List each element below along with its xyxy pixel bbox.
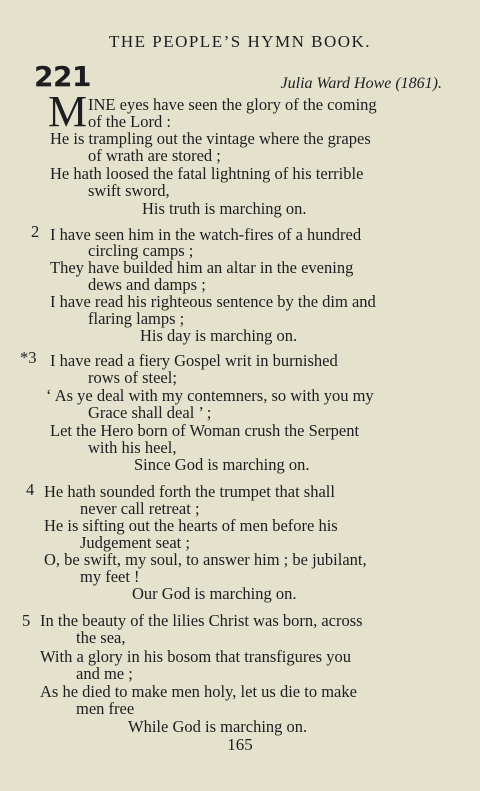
verse-line: and me ; bbox=[76, 664, 133, 683]
verse-line: my feet ! bbox=[80, 567, 140, 586]
verse-line: As he died to make men holy, let us die to make bbox=[40, 682, 357, 701]
verse-line: flaring lamps ; bbox=[88, 309, 185, 328]
verse-line: I have seen him in the watch-fires of a hundred bbox=[50, 225, 362, 244]
verse-refrain: While God is marching on. bbox=[128, 717, 308, 736]
verse-line: He hath loosed the fatal lightning of his terrible bbox=[50, 164, 364, 183]
verse-line: With a glory in his bosom that transfigures you bbox=[40, 647, 351, 666]
hymn-author: Julia Ward Howe (1861). bbox=[280, 75, 442, 92]
verse-number: *3 bbox=[20, 348, 37, 367]
verse-number: 5 bbox=[22, 611, 31, 630]
verse-line: the sea, bbox=[76, 628, 126, 647]
verse-line: INE eyes have seen the glory of the coming bbox=[88, 95, 377, 114]
verse-line: He hath sounded forth the trumpet that shall bbox=[44, 482, 335, 501]
verse-number: 2 bbox=[31, 222, 40, 241]
hymn-number: 221 bbox=[34, 60, 91, 93]
verse-refrain: His truth is marching on. bbox=[142, 199, 307, 218]
verse-line: Let the Hero born of Woman crush the Serpent bbox=[50, 421, 360, 440]
verse-refrain: His day is marching on. bbox=[140, 326, 298, 345]
verse-line: I have read his righteous sentence by the dim and bbox=[50, 292, 376, 311]
verse-number: 4 bbox=[26, 480, 35, 499]
verse-line: dews and damps ; bbox=[88, 275, 206, 294]
verse-line: never call retreat ; bbox=[80, 499, 200, 518]
verse-line: of wrath are stored ; bbox=[88, 146, 221, 165]
book-title: THE PEOPLE’S HYMN BOOK. bbox=[108, 32, 372, 51]
verse-refrain: Since God is marching on. bbox=[134, 455, 310, 474]
verse-line: swift sword, bbox=[88, 181, 170, 200]
verse-line: In the beauty of the lilies Christ was born, across bbox=[40, 611, 363, 630]
verse-line: men free bbox=[76, 699, 135, 718]
verse-line: Judgement seat ; bbox=[80, 533, 190, 552]
verse-line: of the Lord : bbox=[88, 112, 171, 131]
verse-refrain: Our God is marching on. bbox=[132, 584, 297, 603]
verse-line: Grace shall deal ’ ; bbox=[88, 403, 212, 422]
verse-line: They have builded him an altar in the evening bbox=[50, 258, 354, 277]
drop-cap: M bbox=[48, 87, 88, 136]
verse-line: rows of steel; bbox=[88, 368, 177, 387]
verse-line: with his heel, bbox=[88, 438, 177, 457]
verse-line: I have read a fiery Gospel writ in burnished bbox=[50, 351, 338, 370]
verse-line: He is trampling out the vintage where the grapes bbox=[50, 129, 371, 148]
verse-line: circling camps ; bbox=[88, 241, 194, 260]
verse-line: O, be swift, my soul, to answer him ; be jubilant, bbox=[44, 550, 367, 569]
verse-line: He is sifting out the hearts of men before his bbox=[44, 516, 338, 535]
page-number: 165 bbox=[227, 735, 253, 754]
verse-line: ‘ As ye deal with my contemners, so with you my bbox=[46, 386, 374, 405]
